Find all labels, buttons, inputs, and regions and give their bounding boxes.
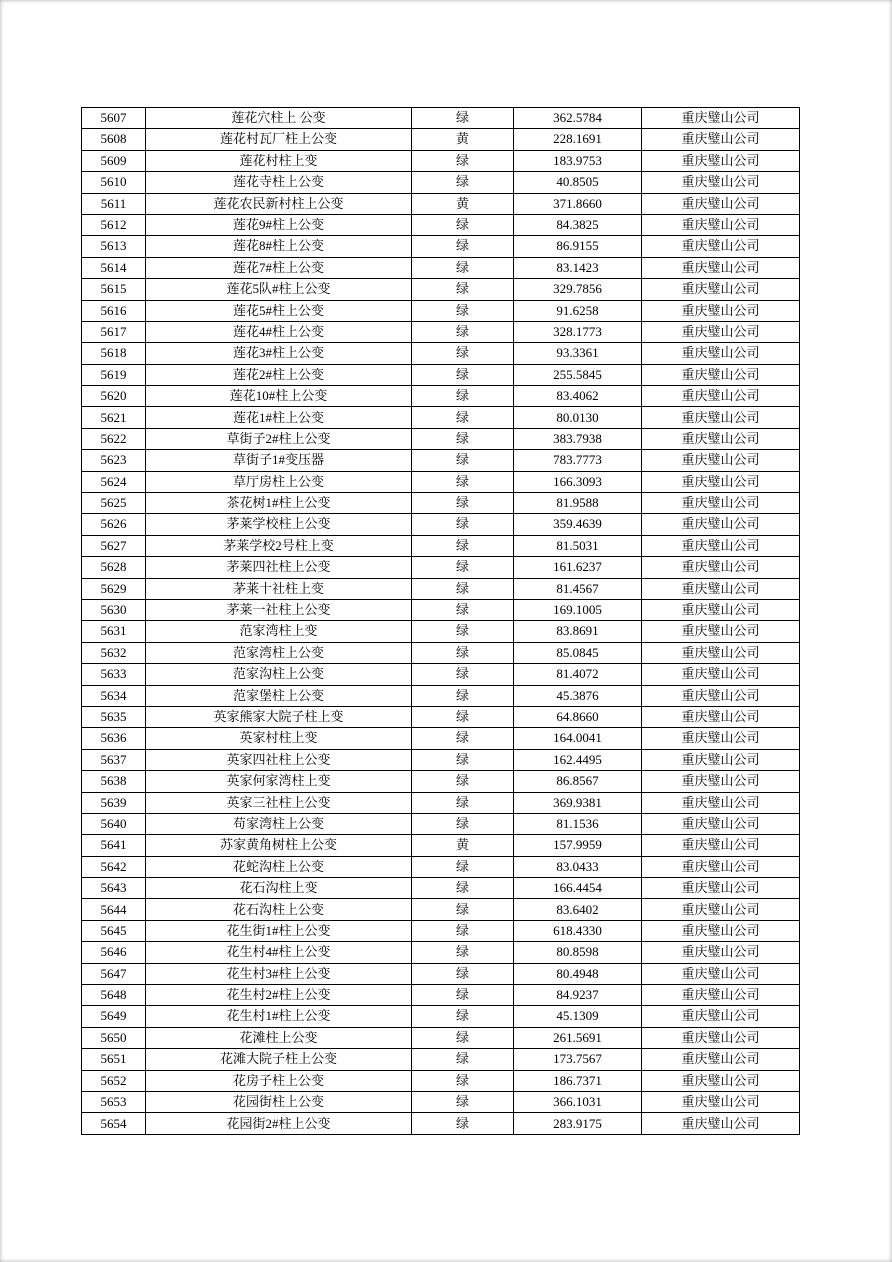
table-row [82, 642, 800, 663]
table-row [82, 621, 800, 642]
row-company-cell: 重庆璧山公司 [642, 535, 800, 556]
row-id-cell: 5611 [82, 193, 146, 214]
row-id-cell: 5613 [82, 236, 146, 257]
row-value-cell: 83.8691 [514, 621, 642, 642]
row-id-cell: 5618 [82, 343, 146, 364]
row-value-cell: 162.4495 [514, 749, 642, 770]
row-status-cell: 绿 [412, 214, 514, 235]
row-status-cell: 绿 [412, 792, 514, 813]
row-value-cell: 93.3361 [514, 343, 642, 364]
row-name-cell: 茅莱学校柱上公变 [146, 514, 412, 535]
row-id-cell: 5614 [82, 257, 146, 278]
row-id-cell: 5626 [82, 514, 146, 535]
row-value-cell: 83.1423 [514, 257, 642, 278]
row-status-cell: 绿 [412, 642, 514, 663]
row-company-cell: 重庆璧山公司 [642, 493, 800, 514]
row-id-cell: 5649 [82, 1006, 146, 1027]
row-id-cell: 5622 [82, 428, 146, 449]
row-value-cell: 83.6402 [514, 899, 642, 920]
row-name-cell: 莲花寺柱上公变 [146, 172, 412, 193]
row-name-cell: 茅莱十社柱上变 [146, 578, 412, 599]
row-value-cell: 81.1536 [514, 813, 642, 834]
row-id-cell: 5654 [82, 1113, 146, 1135]
table-row [82, 728, 800, 749]
row-name-cell: 草厅房柱上公变 [146, 471, 412, 492]
row-status-cell: 绿 [412, 428, 514, 449]
row-value-cell: 83.4062 [514, 386, 642, 407]
row-name-cell: 苟家湾柱上公变 [146, 813, 412, 834]
row-status-cell: 绿 [412, 878, 514, 899]
table-row [82, 557, 800, 578]
table-row [82, 813, 800, 834]
row-value-cell: 81.4072 [514, 664, 642, 685]
row-value-cell: 359.4639 [514, 514, 642, 535]
table-row [82, 878, 800, 899]
row-status-cell: 绿 [412, 578, 514, 599]
row-company-cell: 重庆璧山公司 [642, 214, 800, 235]
row-value-cell: 255.5845 [514, 364, 642, 385]
row-status-cell: 绿 [412, 963, 514, 984]
row-company-cell: 重庆璧山公司 [642, 343, 800, 364]
row-status-cell: 绿 [412, 450, 514, 471]
row-value-cell: 84.9237 [514, 985, 642, 1006]
row-id-cell: 5620 [82, 386, 146, 407]
row-value-cell: 261.5691 [514, 1027, 642, 1048]
row-status-cell: 黄 [412, 129, 514, 150]
row-status-cell: 绿 [412, 172, 514, 193]
row-status-cell: 绿 [412, 471, 514, 492]
row-id-cell: 5619 [82, 364, 146, 385]
table-row [82, 1027, 800, 1048]
table-row [82, 471, 800, 492]
row-company-cell: 重庆璧山公司 [642, 685, 800, 706]
row-company-cell: 重庆璧山公司 [642, 642, 800, 663]
transformer-table [81, 107, 800, 1135]
row-id-cell: 5623 [82, 450, 146, 471]
row-id-cell: 5634 [82, 685, 146, 706]
row-value-cell: 328.1773 [514, 321, 642, 342]
row-company-cell: 重庆璧山公司 [642, 450, 800, 471]
row-value-cell: 91.6258 [514, 300, 642, 321]
row-name-cell: 花生街1#柱上公变 [146, 920, 412, 941]
row-company-cell: 重庆璧山公司 [642, 386, 800, 407]
row-status-cell: 绿 [412, 1113, 514, 1135]
row-company-cell: 重庆璧山公司 [642, 942, 800, 963]
table-row [82, 386, 800, 407]
row-value-cell: 183.9753 [514, 150, 642, 171]
row-value-cell: 283.9175 [514, 1113, 642, 1135]
row-status-cell: 绿 [412, 300, 514, 321]
row-id-cell: 5651 [82, 1049, 146, 1070]
row-id-cell: 5609 [82, 150, 146, 171]
row-name-cell: 莲花1#柱上公变 [146, 407, 412, 428]
row-value-cell: 383.7938 [514, 428, 642, 449]
row-company-cell: 重庆璧山公司 [642, 792, 800, 813]
row-value-cell: 40.8505 [514, 172, 642, 193]
row-name-cell: 莲花9#柱上公变 [146, 214, 412, 235]
table-row [82, 428, 800, 449]
row-name-cell: 花生村1#柱上公变 [146, 1006, 412, 1027]
row-id-cell: 5642 [82, 856, 146, 877]
table-row [82, 920, 800, 941]
row-status-cell: 绿 [412, 386, 514, 407]
row-name-cell: 花滩柱上公变 [146, 1027, 412, 1048]
row-value-cell: 371.8660 [514, 193, 642, 214]
table-row [82, 236, 800, 257]
row-id-cell: 5632 [82, 642, 146, 663]
row-name-cell: 英家熊家大院子柱上变 [146, 706, 412, 727]
row-value-cell: 45.3876 [514, 685, 642, 706]
table-row [82, 450, 800, 471]
table-row [82, 535, 800, 556]
row-name-cell: 花蛇沟柱上公变 [146, 856, 412, 877]
table-row [82, 899, 800, 920]
row-company-cell: 重庆璧山公司 [642, 257, 800, 278]
table-row [82, 1070, 800, 1091]
row-company-cell: 重庆璧山公司 [642, 835, 800, 856]
row-status-cell: 绿 [412, 236, 514, 257]
table-row [82, 300, 800, 321]
row-id-cell: 5636 [82, 728, 146, 749]
table-row [82, 1113, 800, 1135]
row-name-cell: 英家三社柱上公变 [146, 792, 412, 813]
row-status-cell: 绿 [412, 514, 514, 535]
row-name-cell: 莲花8#柱上公变 [146, 236, 412, 257]
row-name-cell: 花园街2#柱上公变 [146, 1113, 412, 1135]
row-name-cell: 莲花村瓦厂柱上公变 [146, 129, 412, 150]
row-company-cell: 重庆璧山公司 [642, 813, 800, 834]
row-company-cell: 重庆璧山公司 [642, 985, 800, 1006]
table-row [82, 172, 800, 193]
row-company-cell: 重庆璧山公司 [642, 728, 800, 749]
table-row [82, 771, 800, 792]
row-id-cell: 5610 [82, 172, 146, 193]
row-status-cell: 绿 [412, 685, 514, 706]
row-id-cell: 5625 [82, 493, 146, 514]
table-row [82, 514, 800, 535]
table-row [82, 792, 800, 813]
row-name-cell: 茅莱学校2号柱上变 [146, 535, 412, 556]
row-value-cell: 157.9959 [514, 835, 642, 856]
row-status-cell: 绿 [412, 728, 514, 749]
row-id-cell: 5621 [82, 407, 146, 428]
row-company-cell: 重庆璧山公司 [642, 1027, 800, 1048]
row-status-cell: 绿 [412, 599, 514, 620]
row-company-cell: 重庆璧山公司 [642, 1091, 800, 1112]
row-status-cell: 绿 [412, 813, 514, 834]
table-row [82, 985, 800, 1006]
row-value-cell: 81.4567 [514, 578, 642, 599]
row-company-cell: 重庆璧山公司 [642, 236, 800, 257]
row-company-cell: 重庆璧山公司 [642, 557, 800, 578]
row-status-cell: 绿 [412, 621, 514, 642]
row-status-cell: 绿 [412, 557, 514, 578]
row-company-cell: 重庆璧山公司 [642, 706, 800, 727]
table-body [82, 108, 800, 1135]
row-value-cell: 173.7567 [514, 1049, 642, 1070]
row-company-cell: 重庆璧山公司 [642, 321, 800, 342]
row-value-cell: 45.1309 [514, 1006, 642, 1027]
row-value-cell: 85.0845 [514, 642, 642, 663]
row-status-cell: 绿 [412, 856, 514, 877]
row-value-cell: 166.3093 [514, 471, 642, 492]
row-company-cell: 重庆璧山公司 [642, 771, 800, 792]
row-company-cell: 重庆璧山公司 [642, 920, 800, 941]
row-id-cell: 5615 [82, 279, 146, 300]
row-name-cell: 英家村柱上变 [146, 728, 412, 749]
row-id-cell: 5647 [82, 963, 146, 984]
row-id-cell: 5653 [82, 1091, 146, 1112]
row-value-cell: 369.9381 [514, 792, 642, 813]
row-company-cell: 重庆璧山公司 [642, 664, 800, 685]
row-name-cell: 花滩大院子柱上公变 [146, 1049, 412, 1070]
row-status-cell: 绿 [412, 108, 514, 129]
row-company-cell: 重庆璧山公司 [642, 599, 800, 620]
row-id-cell: 5641 [82, 835, 146, 856]
row-value-cell: 228.1691 [514, 129, 642, 150]
table-row [82, 963, 800, 984]
row-value-cell: 86.8567 [514, 771, 642, 792]
row-name-cell: 莲花村柱上变 [146, 150, 412, 171]
table-row [82, 193, 800, 214]
row-status-cell: 绿 [412, 920, 514, 941]
row-value-cell: 81.5031 [514, 535, 642, 556]
row-id-cell: 5607 [82, 108, 146, 129]
row-company-cell: 重庆璧山公司 [642, 578, 800, 599]
row-status-cell: 绿 [412, 150, 514, 171]
row-id-cell: 5650 [82, 1027, 146, 1048]
row-name-cell: 范家堡柱上公变 [146, 685, 412, 706]
row-id-cell: 5652 [82, 1070, 146, 1091]
row-name-cell: 范家湾柱上公变 [146, 642, 412, 663]
row-id-cell: 5637 [82, 749, 146, 770]
row-status-cell: 绿 [412, 343, 514, 364]
row-name-cell: 英家四社柱上公变 [146, 749, 412, 770]
table-row [82, 321, 800, 342]
row-value-cell: 80.0130 [514, 407, 642, 428]
row-name-cell: 茅莱一社柱上公变 [146, 599, 412, 620]
row-id-cell: 5639 [82, 792, 146, 813]
row-company-cell: 重庆璧山公司 [642, 193, 800, 214]
row-value-cell: 81.9588 [514, 493, 642, 514]
row-name-cell: 花生村4#柱上公变 [146, 942, 412, 963]
row-status-cell: 绿 [412, 899, 514, 920]
row-id-cell: 5617 [82, 321, 146, 342]
row-status-cell: 绿 [412, 706, 514, 727]
row-name-cell: 莲花10#柱上公变 [146, 386, 412, 407]
row-id-cell: 5646 [82, 942, 146, 963]
row-name-cell: 花房子柱上公变 [146, 1070, 412, 1091]
row-status-cell: 绿 [412, 1070, 514, 1091]
row-name-cell: 花石沟柱上变 [146, 878, 412, 899]
row-name-cell: 花园街柱上公变 [146, 1091, 412, 1112]
table-row [82, 1091, 800, 1112]
row-company-cell: 重庆璧山公司 [642, 1049, 800, 1070]
row-name-cell: 英家何家湾柱上变 [146, 771, 412, 792]
row-company-cell: 重庆璧山公司 [642, 108, 800, 129]
row-name-cell: 茅莱四社柱上公变 [146, 557, 412, 578]
row-name-cell: 苏家黄角树柱上公变 [146, 835, 412, 856]
row-status-cell: 绿 [412, 364, 514, 385]
row-value-cell: 186.7371 [514, 1070, 642, 1091]
row-status-cell: 绿 [412, 1006, 514, 1027]
row-status-cell: 绿 [412, 942, 514, 963]
row-status-cell: 绿 [412, 664, 514, 685]
row-value-cell: 83.0433 [514, 856, 642, 877]
row-id-cell: 5608 [82, 129, 146, 150]
row-value-cell: 64.8660 [514, 706, 642, 727]
row-value-cell: 366.1031 [514, 1091, 642, 1112]
row-company-cell: 重庆璧山公司 [642, 1070, 800, 1091]
table-row [82, 407, 800, 428]
table-row [82, 364, 800, 385]
row-company-cell: 重庆璧山公司 [642, 150, 800, 171]
row-company-cell: 重庆璧山公司 [642, 899, 800, 920]
row-status-cell: 绿 [412, 279, 514, 300]
row-value-cell: 618.4330 [514, 920, 642, 941]
row-id-cell: 5645 [82, 920, 146, 941]
row-name-cell: 范家湾柱上变 [146, 621, 412, 642]
row-status-cell: 绿 [412, 407, 514, 428]
row-name-cell: 莲花5#柱上公变 [146, 300, 412, 321]
row-id-cell: 5644 [82, 899, 146, 920]
table-row [82, 685, 800, 706]
row-name-cell: 莲花7#柱上公变 [146, 257, 412, 278]
row-status-cell: 绿 [412, 1049, 514, 1070]
row-id-cell: 5631 [82, 621, 146, 642]
row-name-cell: 莲花农民新村柱上公变 [146, 193, 412, 214]
row-id-cell: 5633 [82, 664, 146, 685]
table-row [82, 214, 800, 235]
row-status-cell: 绿 [412, 1027, 514, 1048]
row-id-cell: 5643 [82, 878, 146, 899]
row-status-cell: 绿 [412, 1091, 514, 1112]
row-company-cell: 重庆璧山公司 [642, 878, 800, 899]
table-row [82, 343, 800, 364]
table-row [82, 1006, 800, 1027]
table-row [82, 942, 800, 963]
row-value-cell: 86.9155 [514, 236, 642, 257]
row-company-cell: 重庆璧山公司 [642, 856, 800, 877]
row-value-cell: 169.1005 [514, 599, 642, 620]
row-value-cell: 80.4948 [514, 963, 642, 984]
row-name-cell: 莲花穴柱上 公变 [146, 108, 412, 129]
row-name-cell: 草街子2#柱上公变 [146, 428, 412, 449]
row-status-cell: 绿 [412, 535, 514, 556]
row-name-cell: 茶花树1#柱上公变 [146, 493, 412, 514]
row-id-cell: 5630 [82, 599, 146, 620]
table-row [82, 664, 800, 685]
row-company-cell: 重庆璧山公司 [642, 129, 800, 150]
row-status-cell: 黄 [412, 193, 514, 214]
row-name-cell: 范家沟柱上公变 [146, 664, 412, 685]
row-value-cell: 362.5784 [514, 108, 642, 129]
row-name-cell: 莲花4#柱上公变 [146, 321, 412, 342]
row-id-cell: 5628 [82, 557, 146, 578]
row-company-cell: 重庆璧山公司 [642, 407, 800, 428]
row-id-cell: 5612 [82, 214, 146, 235]
table-row [82, 129, 800, 150]
row-company-cell: 重庆璧山公司 [642, 749, 800, 770]
table-row [82, 108, 800, 129]
table-row [82, 150, 800, 171]
row-name-cell: 莲花3#柱上公变 [146, 343, 412, 364]
row-name-cell: 花生村3#柱上公变 [146, 963, 412, 984]
row-company-cell: 重庆璧山公司 [642, 300, 800, 321]
row-id-cell: 5624 [82, 471, 146, 492]
row-value-cell: 783.7773 [514, 450, 642, 471]
row-company-cell: 重庆璧山公司 [642, 1006, 800, 1027]
row-company-cell: 重庆璧山公司 [642, 514, 800, 535]
row-value-cell: 164.0041 [514, 728, 642, 749]
row-id-cell: 5648 [82, 985, 146, 1006]
row-id-cell: 5635 [82, 706, 146, 727]
table-row [82, 856, 800, 877]
row-value-cell: 166.4454 [514, 878, 642, 899]
row-company-cell: 重庆璧山公司 [642, 1113, 800, 1135]
row-value-cell: 161.6237 [514, 557, 642, 578]
table-row [82, 835, 800, 856]
row-company-cell: 重庆璧山公司 [642, 364, 800, 385]
row-value-cell: 84.3825 [514, 214, 642, 235]
row-name-cell: 莲花2#柱上公变 [146, 364, 412, 385]
row-id-cell: 5640 [82, 813, 146, 834]
row-company-cell: 重庆璧山公司 [642, 621, 800, 642]
table-row [82, 493, 800, 514]
row-value-cell: 329.7856 [514, 279, 642, 300]
row-status-cell: 绿 [412, 749, 514, 770]
row-id-cell: 5629 [82, 578, 146, 599]
row-name-cell: 花石沟柱上公变 [146, 899, 412, 920]
table-row [82, 599, 800, 620]
row-company-cell: 重庆璧山公司 [642, 279, 800, 300]
table-row [82, 578, 800, 599]
row-name-cell: 莲花5队#柱上公变 [146, 279, 412, 300]
table-row [82, 1049, 800, 1070]
row-company-cell: 重庆璧山公司 [642, 172, 800, 193]
row-status-cell: 绿 [412, 321, 514, 342]
table-row [82, 257, 800, 278]
row-status-cell: 绿 [412, 257, 514, 278]
table-row [82, 706, 800, 727]
row-id-cell: 5627 [82, 535, 146, 556]
table-row [82, 749, 800, 770]
row-id-cell: 5638 [82, 771, 146, 792]
row-value-cell: 80.8598 [514, 942, 642, 963]
row-id-cell: 5616 [82, 300, 146, 321]
row-name-cell: 花生村2#柱上公变 [146, 985, 412, 1006]
row-status-cell: 绿 [412, 985, 514, 1006]
row-status-cell: 绿 [412, 771, 514, 792]
table-row [82, 279, 800, 300]
row-company-cell: 重庆璧山公司 [642, 963, 800, 984]
row-company-cell: 重庆璧山公司 [642, 428, 800, 449]
row-status-cell: 绿 [412, 493, 514, 514]
row-name-cell: 草街子1#变压器 [146, 450, 412, 471]
row-status-cell: 黄 [412, 835, 514, 856]
row-company-cell: 重庆璧山公司 [642, 471, 800, 492]
